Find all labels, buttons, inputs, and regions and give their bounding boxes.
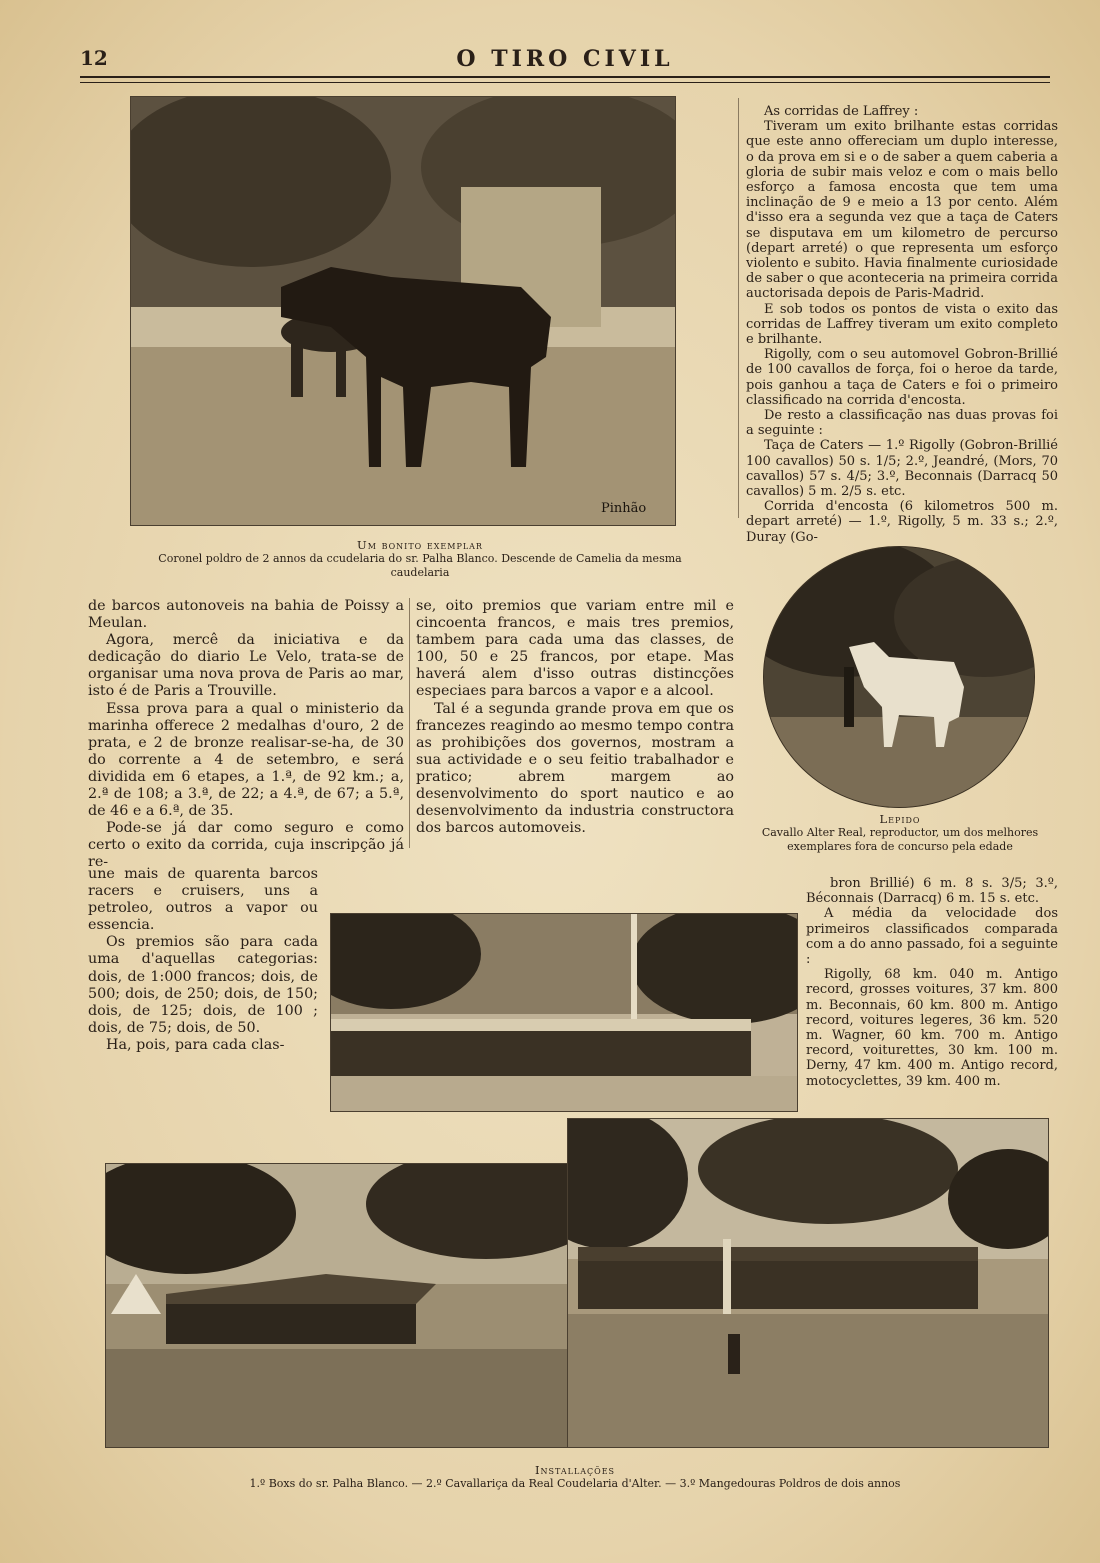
paragraph: Rigolly, com o seu automovel Gobron-Brillié de 100 cavallos de força, foi o heroe da tarde, pois ganhou a taça de Caters e foi o primeiro classificado na corrida d'encosta. xyxy=(746,347,1058,408)
boat-race-article xyxy=(88,598,404,872)
column-divider xyxy=(409,598,410,848)
header-rule xyxy=(80,76,1050,78)
boat-race-article-cont xyxy=(88,866,318,1054)
laffrey-article xyxy=(746,104,1058,545)
paragraph: bron Brillié) 6 m. 8 s. 3/5; 3.º, Béconnais (Darracq) 6 m. 15 s. etc. xyxy=(806,876,1058,907)
laffrey-article-cont xyxy=(806,876,1058,1089)
paragraph: Taça de Caters — 1.º Rigolly (Gobron-Brillié 100 cavallos) 50 s. 1/5; 2.º, Jeandré, (Mors, 70 cavallos) 57 s. 4/5; 3.º, Beconnais (Darracq 50 cavallos) 5 m. 2/5 s. etc. xyxy=(746,438,1058,500)
header-rule-thin xyxy=(80,82,1050,83)
newspaper-title: O TIRO CIVIL xyxy=(456,46,674,72)
installations-caption-title: Installações xyxy=(534,1463,616,1477)
paragraph: Pode-se já dar como seguro e como certo o exito da corrida, cuja inscripção já re- xyxy=(88,820,404,871)
stables-photo-2 xyxy=(330,913,798,1112)
paragraph: Ha, pois, para cada clas- xyxy=(106,1036,285,1053)
photo-signature: Pinhão xyxy=(601,501,647,516)
horse-coronel-photo xyxy=(130,96,676,526)
paragraph: Corrida d'encosta (6 kilometros 500 m. depart arreté) — 1.º, Rigolly, 5 m. 33 s.; 2.º, Duray (Go- xyxy=(746,499,1058,545)
page-header xyxy=(80,46,1050,76)
paragraph: Agora, mercê da iniciativa e da dedicação do diario Le Velo, trata-se de organisar uma nova prova de Paris ao mar, isto é de Paris a Trouville. xyxy=(88,632,404,700)
paragraph: A média da velocidade dos primeiros classificados comparada com a do anno passado, foi a seguinte : xyxy=(806,906,1058,968)
photo1-caption-title: Um bonito exemplar xyxy=(357,538,483,552)
paragraph: une mais de quarenta barcos racers e cruisers, uns a petroleo, outros a vapor ou essencia. xyxy=(88,866,318,934)
paragraph: Os premios são para cada uma d'aquellas categorias: dois, de 1:000 francos; dois, de 500; dois, de 250; dois, de 150; dois, de 125; dois, de 100 ; dois, de 75; dois, de 50. xyxy=(88,934,318,1036)
paragraph: Tal é a segunda grande prova em que os francezes reagindo ao mesmo tempo contra as prohibições dos governos, mostram a sua actividade e o seu feitio trabalhador e pratico; abrem margem ao desenvolvimento do sport nautico e ao desenvolvimento da industria constructora dos barcos automoveis. xyxy=(416,700,734,837)
horse-lepido-photo xyxy=(763,546,1035,808)
paragraph: se, oito premios que variam entre mil e cincoenta francos, e mais tres premios, tambem para cada uma das classes, de 100, 50 e 25 francos, por etape. Mas haverá alem d'isso outras distincções especiaes para barcos a vapor e a alcool. xyxy=(416,598,734,700)
stables-photo-3 xyxy=(567,1118,1049,1448)
paragraph: Rigolly, 68 km. 040 m. Antigo record, grosses voitures, 37 km. 800 m. Beconnais, 60 km. 800 m. Antigo record, voitures legeres, 36 km. 520 m. Wagner, 60 km. 700 m. Antigo record, voiturettes, 30 km. 100 m. Derny, 47 km. 400 m. Antigo record, motocyclettes, 39 km. 400 m. xyxy=(806,967,1058,1089)
column-divider xyxy=(738,98,739,518)
paragraph: As corridas de Laffrey : xyxy=(764,104,919,119)
paragraph: De resto a classificação nas duas provas foi a seguinte : xyxy=(746,408,1058,439)
installations-caption-text: 1.º Boxs do sr. Palha Blanco. — 2.º Cavallariça da Real Coudelaria d'Alter. — 3.º Mangedouras Poldros de dois annos xyxy=(249,1477,901,1490)
lepido-caption-title: Lepido xyxy=(879,812,921,826)
lepido-caption xyxy=(740,812,1060,854)
paragraph: de barcos autonoveis na bahia de Poissy a Meulan. xyxy=(88,598,404,632)
paragraph: E sob todos os pontos de vista o exito das corridas de Laffrey tiveram um exito completo e brilhante. xyxy=(746,301,1058,348)
photo1-caption xyxy=(130,538,710,580)
boat-race-article-mid xyxy=(416,598,734,837)
installations-caption xyxy=(100,1463,1050,1491)
lepido-caption-text: Cavallo Alter Real, reproductor, um dos melhores exemplares fora de concurso pela edade xyxy=(761,826,1039,853)
photo1-caption-text: Coronel poldro de 2 annos da ccudelaria do sr. Palha Blanco. Descende de Camelia da mesma caudelaria xyxy=(158,552,682,579)
paragraph: Essa prova para a qual o ministerio da marinha offerece 2 medalhas d'ouro, 2 de prata, e 2 de bronze realisar-se-ha, de 30 do corrente a 4 de setembro, e será dividida em 6 etapes, a 1.ª, de 92 km.; a, 2.ª de 108; a 3.ª, de 22; a 4.ª, de 67; a 5.ª, de 46 e a 6.ª, de 35. xyxy=(88,700,404,820)
stables-photo-1 xyxy=(105,1163,574,1448)
paragraph: Tiveram um exito brilhante estas corridas que este anno offereciam um duplo interesse, o da prova em si e o de saber a quem caberia a gloria de subir mais veloz e com o mais bello esforço a famosa encosta que tem uma inclinação de 9 e meio a 13 por cento. Além d'isso era a segunda vez que a taça de Caters se disputava em um kilometro de percurso (depart arreté) o que representa um esforço violento e subito. Havia finalmente curiosidade de saber o que aconteceria na primeira corrida auctorisada depois de Paris-Madrid. xyxy=(746,119,1058,302)
page-number: 12 xyxy=(80,46,108,70)
